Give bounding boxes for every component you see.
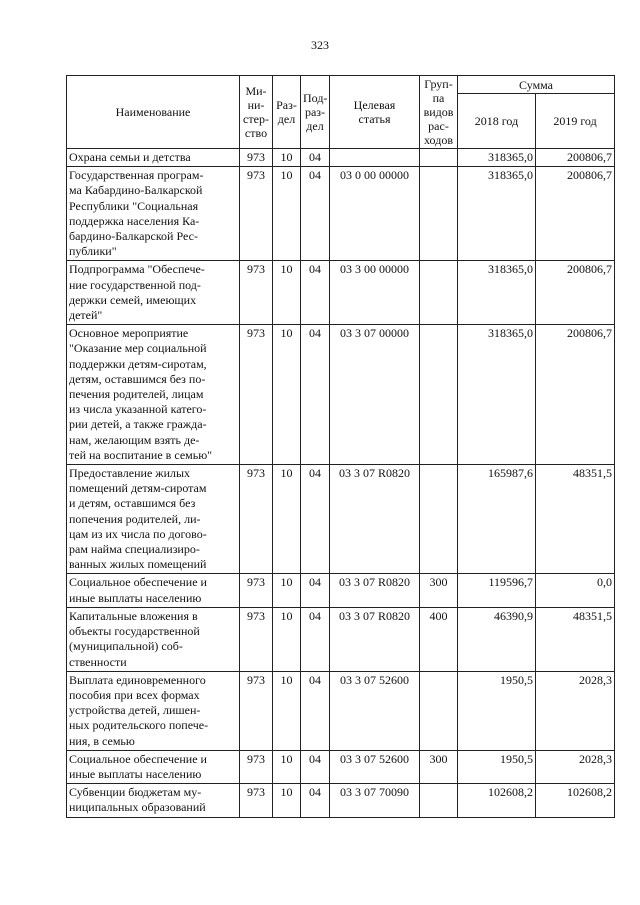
cell-sum-2019: 200806,7 <box>536 325 615 465</box>
cell-name: Капитальные вложения в объекты государственной (муниципальной) соб- ственности <box>67 607 240 671</box>
cell-ministry: 973 <box>240 671 273 750</box>
cell-subsection: 04 <box>301 261 330 325</box>
table-row <box>67 325 615 465</box>
cell-sum-2018: 1950,5 <box>458 750 536 783</box>
cell-sum-2018: 1950,5 <box>458 671 536 750</box>
cell-target-article: 03 3 00 00000 <box>330 261 420 325</box>
cell-section: 10 <box>273 574 301 607</box>
cell-sum-2018: 318365,0 <box>458 325 536 465</box>
cell-target-article: 03 3 07 52600 <box>330 671 420 750</box>
cell-expense-group <box>420 465 458 574</box>
cell-section: 10 <box>273 671 301 750</box>
cell-target-article: 03 3 07 70090 <box>330 784 420 817</box>
cell-section: 10 <box>273 465 301 574</box>
cell-name: Субвенции бюджетам му- ниципальных образований <box>67 784 240 817</box>
cell-sum-2019: 48351,5 <box>536 607 615 671</box>
cell-section: 10 <box>273 261 301 325</box>
cell-ministry: 973 <box>240 149 273 167</box>
page-number: 323 <box>311 38 329 52</box>
header-expense-group: Груп- па видов рас- ходов <box>420 76 458 149</box>
header-ministry: Ми- ни- стер- ство <box>240 76 273 149</box>
table-row <box>67 784 615 817</box>
cell-target-article: 03 3 07 R0820 <box>330 574 420 607</box>
cell-subsection: 04 <box>301 574 330 607</box>
header-row <box>67 76 615 94</box>
cell-name: Охрана семьи и детства <box>67 149 240 167</box>
cell-sum-2018: 119596,7 <box>458 574 536 607</box>
cell-subsection: 04 <box>301 750 330 783</box>
header-section: Раз- дел <box>273 76 301 149</box>
cell-ministry: 973 <box>240 607 273 671</box>
cell-section: 10 <box>273 325 301 465</box>
cell-sum-2018: 318365,0 <box>458 167 536 261</box>
cell-ministry: 973 <box>240 465 273 574</box>
cell-sum-2019: 2028,3 <box>536 750 615 783</box>
table-row <box>67 149 615 167</box>
cell-sum-2018: 318365,0 <box>458 261 536 325</box>
cell-subsection: 04 <box>301 465 330 574</box>
cell-expense-group: 300 <box>420 750 458 783</box>
cell-target-article: 03 3 07 52600 <box>330 750 420 783</box>
cell-expense-group: 400 <box>420 607 458 671</box>
header-year-2019: 2019 год <box>536 94 615 149</box>
cell-target-article: 03 3 07 R0820 <box>330 465 420 574</box>
cell-subsection: 04 <box>301 671 330 750</box>
cell-subsection: 04 <box>301 607 330 671</box>
header-subsection: Под- раз- дел <box>301 76 330 149</box>
cell-name: Социальное обеспечение и иные выплаты населению <box>67 574 240 607</box>
cell-expense-group <box>420 149 458 167</box>
cell-expense-group: 300 <box>420 574 458 607</box>
cell-ministry: 973 <box>240 167 273 261</box>
table-row <box>67 465 615 574</box>
table-row <box>67 607 615 671</box>
cell-expense-group <box>420 167 458 261</box>
table-row <box>67 750 615 783</box>
cell-name: Выплата единовременного пособия при всех формах устройства детей, лишен- ных родительского попече- ния, в семью <box>67 671 240 750</box>
cell-subsection: 04 <box>301 784 330 817</box>
cell-target-article <box>330 149 420 167</box>
cell-name: Подпрограмма "Обеспече- ние государственной под- держки семей, имеющих детей" <box>67 261 240 325</box>
cell-ministry: 973 <box>240 784 273 817</box>
cell-sum-2019: 200806,7 <box>536 167 615 261</box>
cell-name: Государственная програм- ма Кабардино-Балкарской Республики "Социальная поддержка населения Ка- бардино-Балкарской Рес- публики" <box>67 167 240 261</box>
cell-section: 10 <box>273 167 301 261</box>
cell-target-article: 03 3 07 00000 <box>330 325 420 465</box>
cell-section: 10 <box>273 750 301 783</box>
cell-subsection: 04 <box>301 149 330 167</box>
cell-sum-2018: 318365,0 <box>458 149 536 167</box>
cell-name: Предоставление жилых помещений детям-сиротам и детям, оставшимся без попечения родителей, ли- цам из их числа по догово- рам найма специализиро- ванных жилых помещений <box>67 465 240 574</box>
cell-section: 10 <box>273 149 301 167</box>
table-row <box>67 167 615 261</box>
table-row <box>67 261 615 325</box>
cell-sum-2019: 0,0 <box>536 574 615 607</box>
cell-expense-group <box>420 784 458 817</box>
table-body <box>67 149 615 818</box>
header-sum: Сумма <box>458 76 615 94</box>
table-row <box>67 671 615 750</box>
cell-ministry: 973 <box>240 574 273 607</box>
cell-section: 10 <box>273 784 301 817</box>
cell-name: Основное мероприятие "Оказание мер социальной поддержки детям-сиротам, детям, оставшимся без по- печения родителей, лицам из числа указанной катего- рии детей, а также гражда- нам, желающим взять де- тей на воспитание в семью" <box>67 325 240 465</box>
cell-sum-2019: 102608,2 <box>536 784 615 817</box>
cell-ministry: 973 <box>240 261 273 325</box>
cell-target-article: 03 3 07 R0820 <box>330 607 420 671</box>
header-name: Наименование <box>67 76 240 149</box>
cell-ministry: 973 <box>240 325 273 465</box>
cell-expense-group <box>420 325 458 465</box>
cell-sum-2019: 2028,3 <box>536 671 615 750</box>
table-row <box>67 574 615 607</box>
cell-sum-2019: 200806,7 <box>536 261 615 325</box>
cell-sum-2019: 48351,5 <box>536 465 615 574</box>
cell-sum-2019: 200806,7 <box>536 149 615 167</box>
header-target-article: Целевая статья <box>330 76 420 149</box>
cell-ministry: 973 <box>240 750 273 783</box>
cell-section: 10 <box>273 607 301 671</box>
budget-table <box>66 75 615 818</box>
header-year-2018: 2018 год <box>458 94 536 149</box>
cell-expense-group <box>420 261 458 325</box>
cell-name: Социальное обеспечение и иные выплаты населению <box>67 750 240 783</box>
cell-subsection: 04 <box>301 325 330 465</box>
cell-expense-group <box>420 671 458 750</box>
cell-sum-2018: 102608,2 <box>458 784 536 817</box>
cell-target-article: 03 0 00 00000 <box>330 167 420 261</box>
cell-sum-2018: 46390,9 <box>458 607 536 671</box>
cell-subsection: 04 <box>301 167 330 261</box>
cell-sum-2018: 165987,6 <box>458 465 536 574</box>
